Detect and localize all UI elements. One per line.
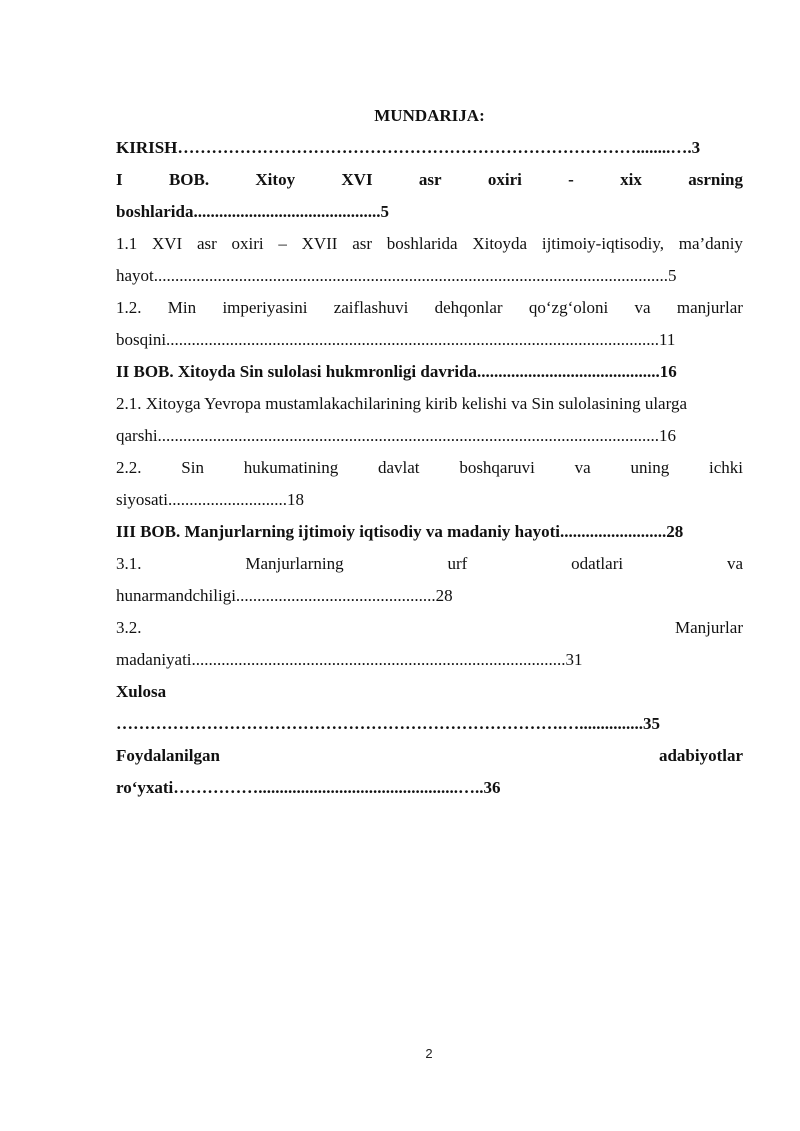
toc-entry-foydalanilgan-line2: ro‘yxati……………...............................................…..36 [116, 778, 501, 797]
toc-entry-bob3: III BOB. Manjurlarning ijtimoiy iqtisodiy va madaniy hayoti.........................28 [116, 522, 684, 541]
word: 3.1. [116, 554, 142, 573]
word: hukumatining [243, 458, 339, 477]
word: Manjurlarning [245, 554, 344, 573]
word: ichki [708, 458, 743, 477]
toc-entry-3-2-line1 [116, 612, 743, 644]
toc-entry-1-2-line1 [116, 292, 743, 324]
word: Sin [181, 458, 204, 477]
word: asrning [688, 170, 743, 189]
word: urf [447, 554, 468, 573]
toc-entry-2-1-line2: qarshi......................................................................................................................16 [116, 426, 677, 445]
word: ma’daniy [678, 234, 743, 253]
word: BOB. [168, 170, 210, 189]
table-of-contents [116, 100, 743, 804]
word: va [726, 554, 743, 573]
word: asr [196, 234, 217, 253]
word: Xitoyda [472, 234, 528, 253]
toc-entry-bob1-line1 [116, 164, 743, 196]
word: zaiflashuvi [333, 298, 409, 317]
toc-entry-3-2-line2: madaniyati........................................................................................31 [116, 650, 583, 669]
toc-entry-1-2-line2: bosqini....................................................................................................................11 [116, 330, 676, 349]
word: ijtimoiy-iqtisodiy, [541, 234, 664, 253]
toc-entry-xulosa-line2: …………………………………………………………………….…...............35 [116, 714, 660, 733]
toc-entry-3-1-line2: hunarmandchiligi...............................................28 [116, 586, 453, 605]
word: davlat [377, 458, 420, 477]
word: I [116, 170, 123, 189]
word: XVI [341, 170, 373, 189]
word: XVII [301, 234, 338, 253]
word: dehqonlar [434, 298, 503, 317]
toc-entry-2-1-line1: 2.1. Xitoyga Yevropa mustamlakachilarining kirib kelishi va Sin sulolasining ularga [116, 394, 688, 413]
toc-entry-1-1-line2: hayot.........................................................................................................................5 [116, 266, 677, 285]
word: oxiri [487, 170, 522, 189]
toc-entry-1-1-line1 [116, 228, 743, 260]
page-number: 2 [425, 1046, 433, 1061]
word: xix [620, 170, 642, 189]
toc-entry-3-1-line1 [116, 548, 743, 580]
toc-entry-bob1-line2: boshlarida............................................5 [116, 202, 389, 221]
word: Foydalanilgan [116, 746, 220, 765]
toc-entry-kirish: KIRISH………………………………………………………………………........….3 [116, 138, 701, 157]
toc-entry-bob2: II BOB. Xitoyda Sin sulolasi hukmronligi davrida...........................................16 [116, 362, 677, 381]
word: XVI [151, 234, 183, 253]
word: 1.2. [116, 298, 142, 317]
word: 2.2. [116, 458, 142, 477]
word: Xitoy [255, 170, 296, 189]
word: uning [630, 458, 670, 477]
toc-entry-foydalanilgan-line1 [116, 740, 743, 772]
word: – [278, 234, 287, 253]
word: asr [352, 234, 373, 253]
word: manjurlar [676, 298, 743, 317]
word: Manjurlar [675, 618, 743, 637]
word: oxiri [231, 234, 264, 253]
word: qo‘zg‘oloni [528, 298, 609, 317]
word: va [574, 458, 591, 477]
word: imperiyasini [222, 298, 308, 317]
word: adabiyotlar [658, 746, 743, 765]
word: va [634, 298, 651, 317]
toc-entry-2-2-line2: siyosati............................18 [116, 490, 304, 509]
word: Min [167, 298, 197, 317]
word: asr [418, 170, 442, 189]
toc-title: MUNDARIJA: [374, 106, 485, 125]
word: 3.2. [116, 618, 142, 637]
toc-entry-2-2-line1 [116, 452, 743, 484]
toc-entry-xulosa-line1: Xulosa [116, 682, 167, 701]
word: odatlari [571, 554, 624, 573]
word: - [568, 170, 574, 189]
word: boshqaruvi [459, 458, 535, 477]
word: 1.1 [116, 234, 138, 253]
word: boshlarida [386, 234, 458, 253]
